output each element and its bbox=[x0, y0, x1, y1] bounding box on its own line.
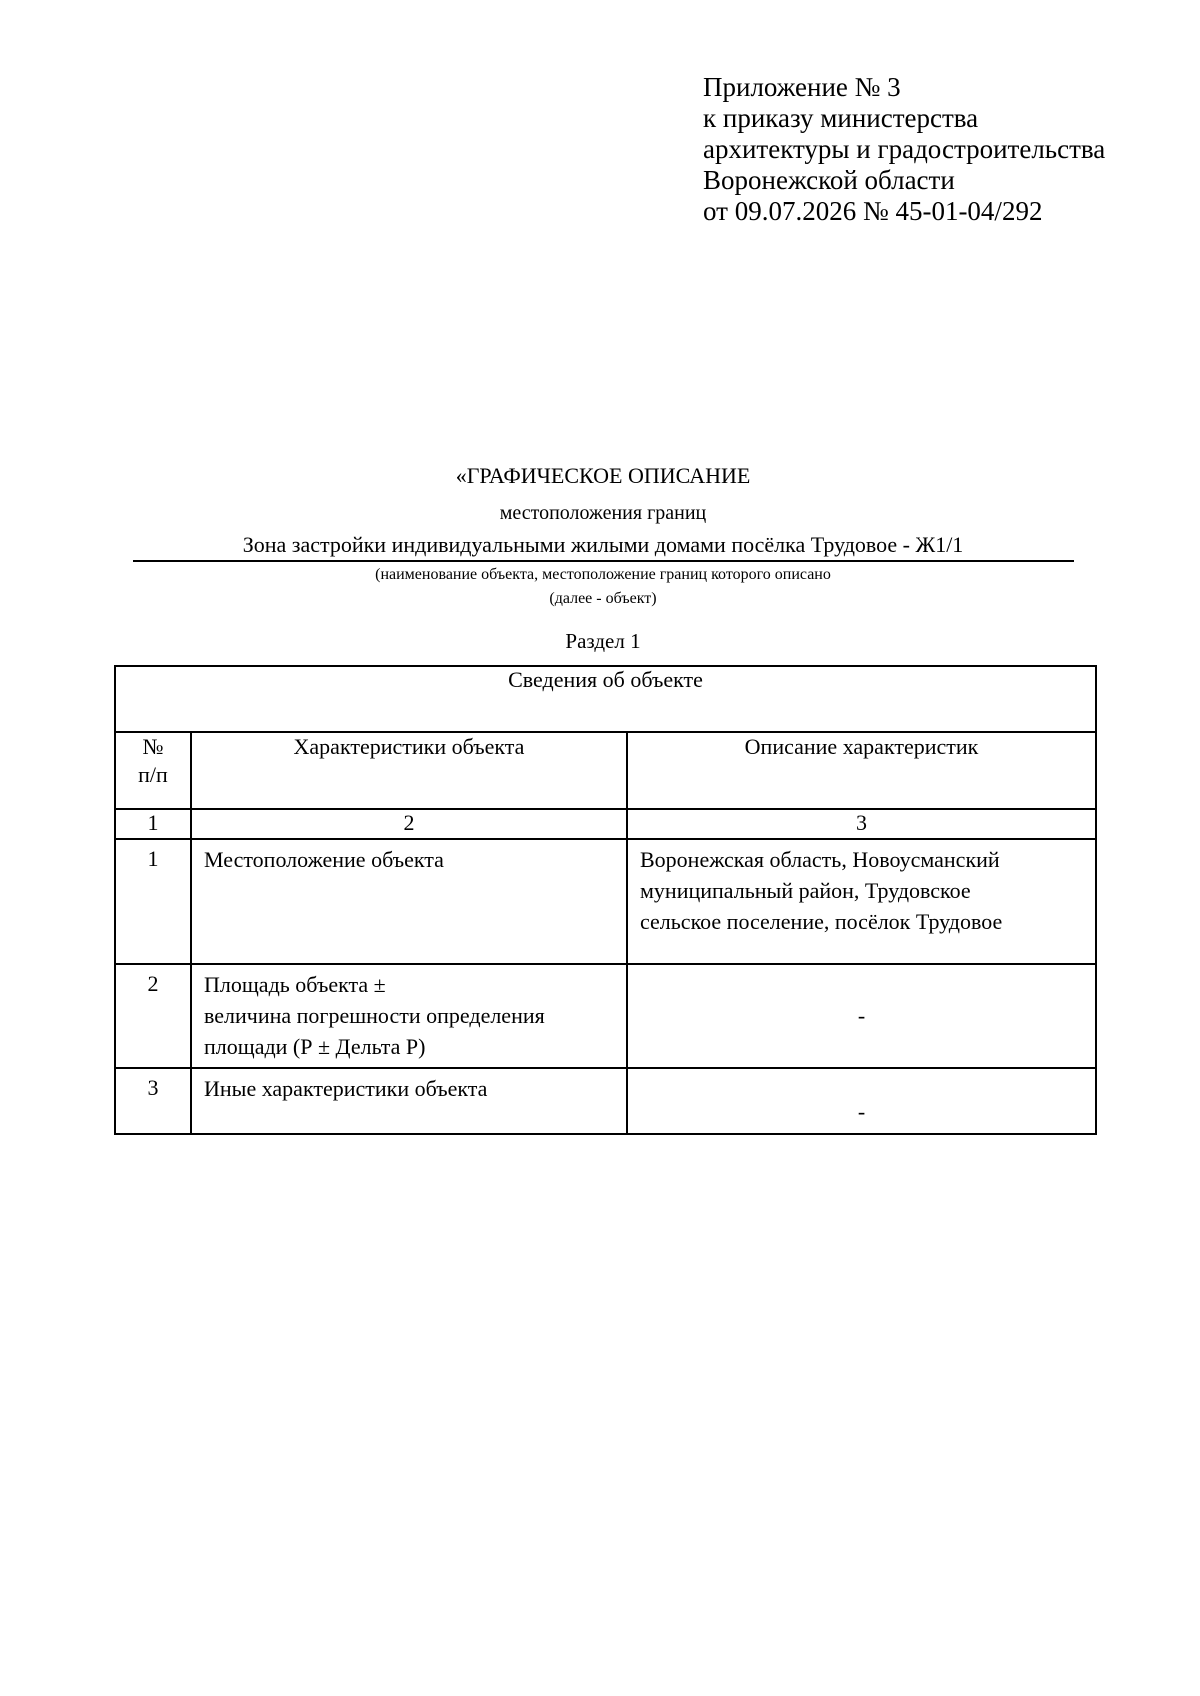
row-description-line: сельское поселение, посёлок Трудовое bbox=[640, 909, 1003, 934]
table-heading: Сведения об объекте bbox=[115, 666, 1096, 732]
row-characteristic bbox=[191, 1068, 627, 1134]
appendix-line: к приказу министерства bbox=[703, 103, 979, 133]
row-characteristic-line: величина погрешности определения bbox=[204, 1003, 545, 1028]
row-description-line: муниципальный район, Трудовское bbox=[640, 878, 971, 903]
column-header-description: Описание характеристик bbox=[627, 732, 1096, 809]
appendix-line: архитектуры и градостроительства bbox=[703, 134, 1106, 164]
column-header-characteristics: Характеристики объекта bbox=[191, 732, 627, 809]
table-heading-row bbox=[115, 666, 1096, 732]
table-row bbox=[115, 1068, 1096, 1134]
object-info-table bbox=[114, 665, 1097, 1135]
object-name-underline bbox=[133, 560, 1074, 562]
column-header-row bbox=[115, 732, 1096, 809]
row-description: - bbox=[627, 964, 1096, 1068]
column-number: 1 bbox=[115, 809, 191, 839]
object-name-caption: (наименование объекта, местоположение границ которого описано bbox=[375, 566, 831, 583]
column-number: 3 bbox=[627, 809, 1096, 839]
row-characteristic-line: Площадь объекта ± bbox=[204, 972, 386, 997]
document-title: «ГРАФИЧЕСКОЕ ОПИСАНИЕ bbox=[455, 463, 751, 488]
row-characteristic bbox=[191, 964, 627, 1068]
row-number: 1 bbox=[115, 839, 191, 964]
row-characteristic bbox=[191, 839, 627, 964]
appendix-line: от 09.07.2026 № 45-01-04/292 bbox=[703, 196, 1043, 226]
object-name: Зона застройки индивидуальными жилыми домами посёлка Трудовое - Ж1/1 bbox=[242, 532, 964, 557]
row-characteristic-line: Местоположение объекта bbox=[204, 847, 444, 872]
row-description bbox=[627, 839, 1096, 964]
object-name-caption-continued: (далее - объект) bbox=[549, 590, 657, 607]
section-label: Раздел 1 bbox=[565, 629, 641, 653]
row-characteristic-line: Иные характеристики объекта bbox=[204, 1076, 488, 1101]
row-description-line: Воронежская область, Новоусманский bbox=[640, 847, 1000, 872]
column-number-row bbox=[115, 809, 1096, 839]
table-row bbox=[115, 964, 1096, 1068]
column-header-number bbox=[115, 732, 191, 809]
appendix-line: Воронежской области bbox=[703, 165, 955, 195]
column-header-number-line: № bbox=[142, 734, 164, 759]
column-header-number-line: п/п bbox=[138, 762, 168, 787]
row-characteristic-line: площади (Р ± Дельта Р) bbox=[204, 1034, 426, 1059]
row-description: - bbox=[627, 1068, 1096, 1134]
row-number: 2 bbox=[115, 964, 191, 1068]
column-number: 2 bbox=[191, 809, 627, 839]
appendix-line: Приложение № 3 bbox=[703, 72, 901, 102]
row-number: 3 bbox=[115, 1068, 191, 1134]
appendix-block bbox=[703, 72, 1105, 227]
document-subtitle: местоположения границ bbox=[499, 502, 707, 524]
table-row bbox=[115, 839, 1096, 964]
